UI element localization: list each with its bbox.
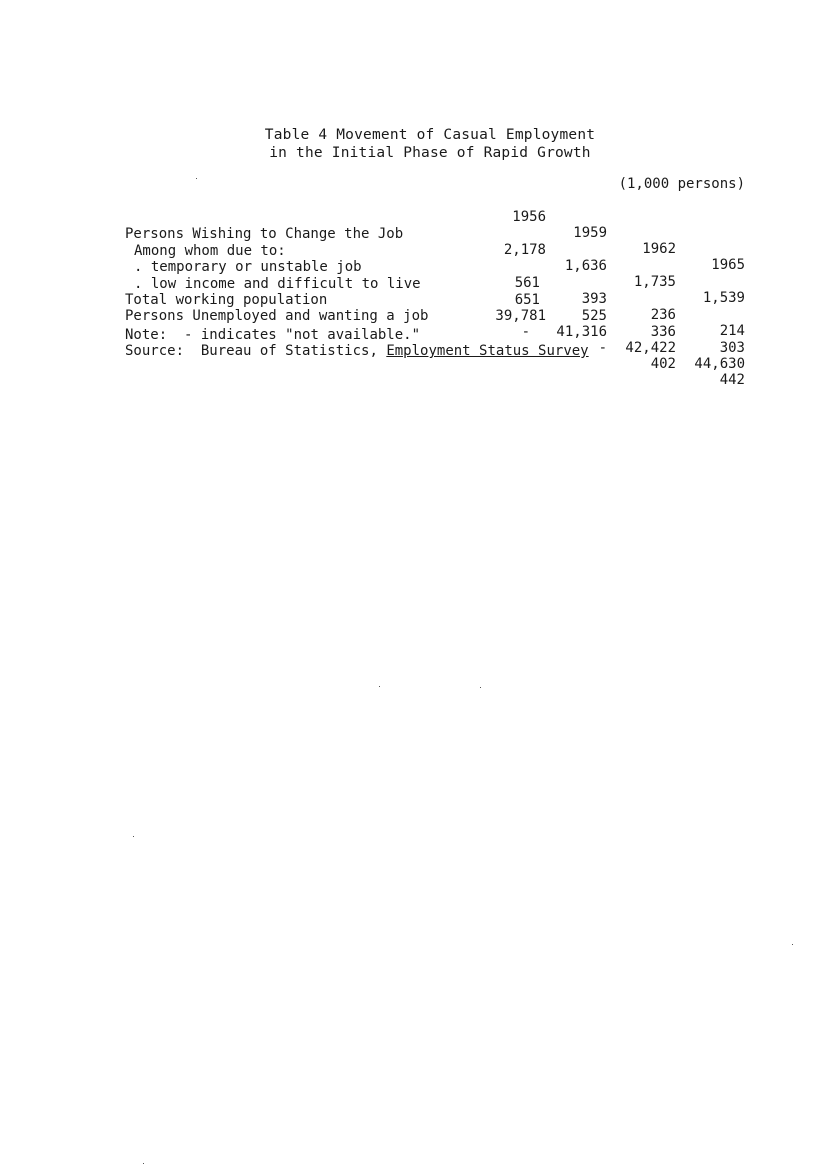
source-text: Bureau of Statistics, (200, 343, 387, 359)
row-label: . low income and difficult to live (134, 276, 421, 292)
cell-value: 1,636 (564, 258, 607, 274)
cell-value: - (598, 340, 607, 356)
note-label: Note: (125, 327, 168, 343)
scan-speck (480, 687, 481, 688)
table-source (125, 343, 589, 359)
cell-value: 2,178 (503, 242, 546, 258)
row-label: Persons Wishing to Change the Job (125, 226, 404, 242)
cell-value: 303 (719, 340, 745, 356)
cell-value: 442 (719, 372, 745, 388)
year-header: 1956 (512, 209, 546, 225)
scan-speck (379, 686, 380, 687)
scan-speck (792, 944, 793, 945)
year-header: 1962 (642, 241, 676, 257)
year-header: 1965 (711, 257, 745, 273)
cell-value: 393 (581, 291, 607, 307)
table-title: Table 4 Movement of Casual Employment (264, 127, 596, 143)
cell-value: 236 (650, 307, 676, 323)
row-label: Among whom due to: (134, 243, 286, 259)
table-note (125, 327, 420, 343)
cell-value: 336 (650, 324, 676, 340)
cell-value: 1,539 (702, 290, 745, 306)
cell-value: 41,316 (556, 324, 607, 340)
cell-value: 561 (514, 275, 540, 291)
cell-value: 402 (650, 356, 676, 372)
cell-value: 525 (581, 308, 607, 324)
scan-speck (196, 178, 197, 179)
row-label: Persons Unemployed and wanting a job (125, 308, 429, 324)
scan-speck (143, 1163, 144, 1164)
source-label: Source: (125, 343, 185, 359)
cell-value: 39,781 (495, 308, 546, 324)
table-subtitle: in the Initial Phase of Rapid Growth (269, 145, 591, 161)
scan-speck (133, 836, 134, 837)
row-label: . temporary or unstable job (134, 259, 362, 275)
cell-value: - (521, 324, 530, 340)
note-text: - indicates "not available." (184, 327, 421, 343)
cell-value: 214 (719, 323, 745, 339)
cell-value: 651 (514, 292, 540, 308)
cell-value: 42,422 (625, 340, 676, 356)
year-header: 1959 (573, 225, 607, 241)
cell-value: 1,735 (633, 274, 676, 290)
row-label: Total working population (125, 292, 328, 308)
source-publication: Employment Status Survey (386, 343, 589, 359)
cell-value: 44,630 (694, 356, 745, 372)
table-units: (1,000 persons) (618, 176, 745, 192)
